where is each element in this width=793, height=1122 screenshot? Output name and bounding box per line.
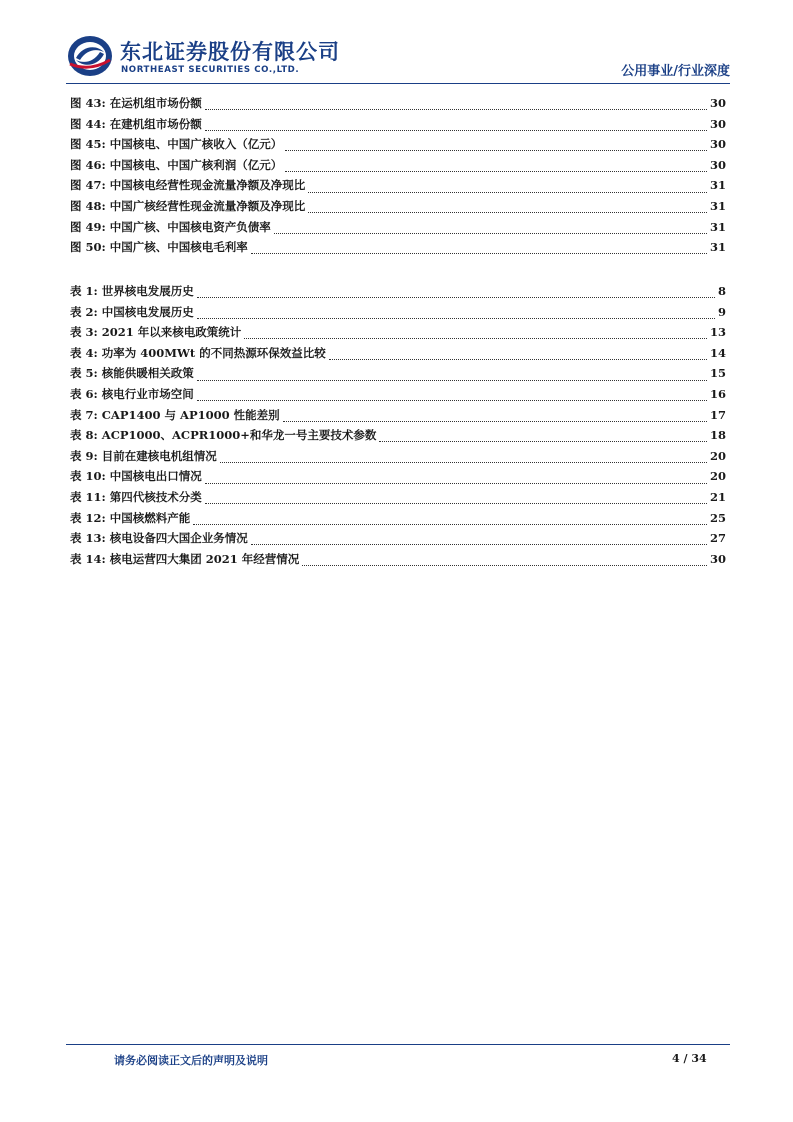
table-toc-entry[interactable] bbox=[70, 427, 726, 448]
entry-page-number: 15 bbox=[709, 366, 726, 381]
entry-page-number: 21 bbox=[709, 489, 726, 504]
figure-toc-entry[interactable] bbox=[70, 157, 726, 178]
entry-label: 图 44: bbox=[70, 116, 106, 131]
entry-label: 图 46: bbox=[70, 157, 106, 172]
table-toc-entry[interactable] bbox=[70, 551, 726, 572]
figure-toc-entry[interactable] bbox=[70, 239, 726, 260]
dot-leader bbox=[205, 129, 707, 131]
footer-disclaimer: 请务必阅读正文后的声明及说明 bbox=[114, 1054, 268, 1067]
entry-title: 第四代核技术分类 bbox=[109, 489, 202, 504]
entry-title: 中国广核经营性现金流量净额及净现比 bbox=[109, 198, 306, 213]
page-header bbox=[66, 32, 730, 82]
entry-page-number: 30 bbox=[709, 551, 726, 566]
entry-label: 图 49: bbox=[70, 219, 106, 234]
entry-title: 中国核燃料产能 bbox=[109, 510, 191, 525]
entry-page-number: 9 bbox=[717, 304, 726, 319]
entry-label: 图 43: bbox=[70, 96, 106, 110]
entry-page-number: 30 bbox=[709, 96, 726, 110]
entry-page-number: 17 bbox=[709, 407, 726, 422]
table-toc-entry[interactable] bbox=[70, 407, 726, 428]
entry-label: 表 1: bbox=[70, 284, 98, 298]
entry-page-number: 31 bbox=[709, 219, 726, 234]
entry-label: 表 11: bbox=[70, 489, 106, 504]
entry-title: 中国核电、中国广核利润（亿元） bbox=[109, 157, 283, 172]
entry-page-number: 30 bbox=[709, 116, 726, 131]
entry-label: 表 12: bbox=[70, 510, 106, 525]
figure-toc-entry[interactable] bbox=[70, 198, 726, 219]
table-toc-entry[interactable] bbox=[70, 489, 726, 510]
entry-label: 表 4: bbox=[70, 345, 98, 360]
entry-label: 表 6: bbox=[70, 386, 98, 401]
table-list bbox=[70, 283, 726, 571]
entry-label: 图 45: bbox=[70, 137, 106, 152]
dot-leader bbox=[197, 399, 707, 401]
entry-page-number: 14 bbox=[709, 345, 726, 360]
dot-leader bbox=[193, 523, 707, 525]
entry-page-number: 31 bbox=[709, 198, 726, 213]
company-logo-icon bbox=[66, 34, 114, 78]
dot-leader bbox=[379, 440, 707, 442]
dot-leader bbox=[220, 461, 707, 463]
entry-page-number: 20 bbox=[709, 448, 726, 463]
entry-title: 核电行业市场空间 bbox=[101, 386, 194, 401]
entry-label: 图 50: bbox=[70, 240, 106, 255]
dot-leader bbox=[302, 564, 707, 566]
entry-title: ACP1000、ACPR1000+和华龙一号主要技术参数 bbox=[101, 428, 377, 443]
entry-label: 表 10: bbox=[70, 469, 106, 484]
entry-title: 在运机组市场份额 bbox=[109, 96, 202, 110]
entry-title: 中国核电、中国广核收入（亿元） bbox=[109, 137, 283, 152]
entry-title: 核能供暖相关政策 bbox=[101, 366, 194, 381]
dot-leader bbox=[244, 337, 707, 339]
entry-label: 表 5: bbox=[70, 366, 98, 381]
dot-leader bbox=[251, 252, 707, 254]
dot-leader bbox=[205, 502, 707, 504]
figure-toc-entry[interactable] bbox=[70, 116, 726, 137]
figure-list bbox=[70, 95, 726, 260]
dot-leader bbox=[329, 358, 707, 360]
entry-page-number: 31 bbox=[709, 240, 726, 255]
entry-label: 表 8: bbox=[70, 428, 98, 443]
entry-page-number: 16 bbox=[709, 386, 726, 401]
entry-page-number: 25 bbox=[709, 510, 726, 525]
entry-title: 2021 年以来核电政策统计 bbox=[101, 325, 242, 340]
entry-page-number: 13 bbox=[709, 325, 726, 340]
table-toc-entry[interactable] bbox=[70, 510, 726, 531]
company-name-en: NORTHEAST SECURITIES CO.,LTD. bbox=[121, 65, 300, 75]
dot-leader bbox=[308, 191, 707, 193]
entry-title: CAP1400 与 AP1000 性能差别 bbox=[101, 407, 280, 422]
entry-title: 中国广核、中国核电毛利率 bbox=[109, 240, 248, 255]
entry-page-number: 30 bbox=[709, 157, 726, 172]
entry-label: 表 3: bbox=[70, 325, 98, 340]
company-name-cn: 东北证券股份有限公司 bbox=[120, 40, 340, 64]
entry-title: 功率为 400MWt 的不同热源环保效益比较 bbox=[101, 345, 326, 360]
figure-toc-entry[interactable] bbox=[70, 177, 726, 198]
table-toc-entry[interactable] bbox=[70, 530, 726, 551]
table-toc-entry[interactable] bbox=[70, 324, 726, 345]
report-type: 公用事业/行业深度 bbox=[621, 64, 730, 79]
footer-divider bbox=[66, 1044, 730, 1045]
dot-leader bbox=[285, 149, 707, 151]
entry-label: 表 14: bbox=[70, 551, 106, 566]
entry-title: 世界核电发展历史 bbox=[101, 284, 194, 298]
header-divider bbox=[66, 83, 730, 84]
figure-toc-entry[interactable] bbox=[70, 219, 726, 240]
entry-label: 图 47: bbox=[70, 178, 106, 193]
entry-title: 中国核电经营性现金流量净额及净现比 bbox=[109, 178, 306, 193]
entry-title: 在建机组市场份额 bbox=[109, 116, 202, 131]
entry-title: 中国广核、中国核电资产负债率 bbox=[109, 219, 271, 234]
entry-title: 中国核电出口情况 bbox=[109, 469, 202, 484]
entry-page-number: 8 bbox=[717, 284, 726, 298]
entry-label: 表 13: bbox=[70, 531, 106, 546]
entry-page-number: 18 bbox=[709, 428, 726, 443]
dot-leader bbox=[308, 211, 707, 213]
entry-label: 表 7: bbox=[70, 407, 98, 422]
dot-leader bbox=[197, 296, 715, 298]
dot-leader bbox=[205, 482, 707, 484]
dot-leader bbox=[285, 170, 707, 172]
entry-title: 核电运营四大集团 2021 年经营情况 bbox=[109, 551, 300, 566]
entry-page-number: 27 bbox=[709, 531, 726, 546]
entry-page-number: 20 bbox=[709, 469, 726, 484]
entry-title: 目前在建核电机组情况 bbox=[101, 448, 217, 463]
table-toc-entry[interactable] bbox=[70, 283, 726, 304]
table-toc-entry[interactable] bbox=[70, 304, 726, 325]
dot-leader bbox=[283, 420, 707, 422]
dot-leader bbox=[205, 108, 707, 110]
dot-leader bbox=[197, 317, 715, 319]
figure-toc-entry[interactable] bbox=[70, 95, 726, 116]
entry-page-number: 31 bbox=[709, 178, 726, 193]
entry-title: 核电设备四大国企业务情况 bbox=[109, 531, 248, 546]
dot-leader bbox=[251, 543, 707, 545]
table-toc-entry[interactable] bbox=[70, 386, 726, 407]
entry-label: 图 48: bbox=[70, 198, 106, 213]
entry-page-number: 30 bbox=[709, 137, 726, 152]
figure-toc-entry[interactable] bbox=[70, 136, 726, 157]
entry-label: 表 2: bbox=[70, 304, 98, 319]
table-toc-entry[interactable] bbox=[70, 345, 726, 366]
table-toc-entry[interactable] bbox=[70, 468, 726, 489]
dot-leader bbox=[197, 379, 707, 381]
table-toc-entry[interactable] bbox=[70, 448, 726, 469]
page-number: 4 / 34 bbox=[672, 1052, 707, 1065]
table-toc-entry[interactable] bbox=[70, 365, 726, 386]
entry-label: 表 9: bbox=[70, 448, 98, 463]
entry-title: 中国核电发展历史 bbox=[101, 304, 194, 319]
dot-leader bbox=[274, 232, 707, 234]
